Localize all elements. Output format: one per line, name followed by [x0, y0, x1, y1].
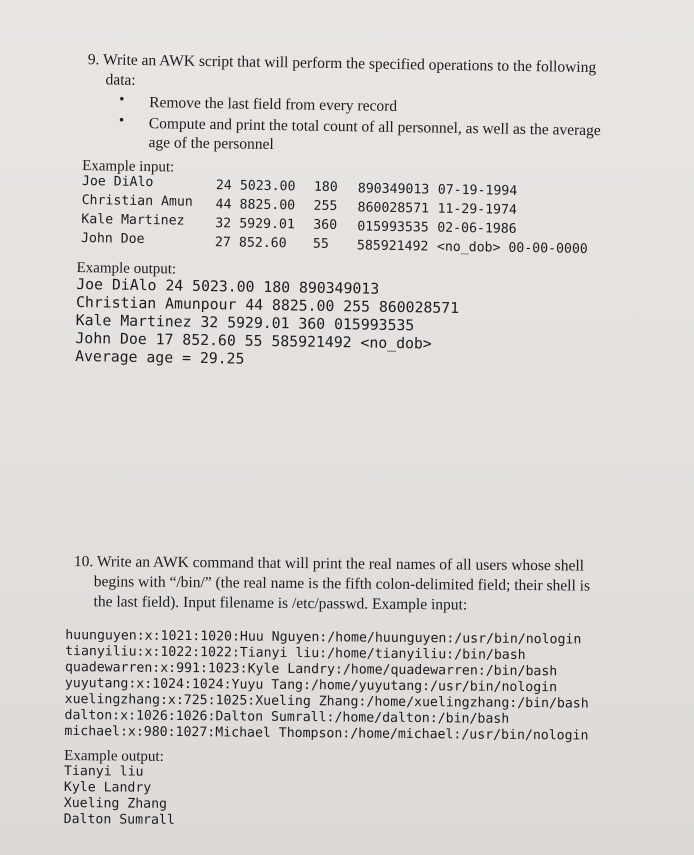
q9-input-age: 44: [215, 197, 232, 213]
q10-input-line: yuyutang:x:1024:1024:Yuyu Tang:/home/yuyutang:/usr/bin/nologin: [64, 675, 558, 696]
q9-input-name: Joe DiAlo: [81, 174, 154, 191]
q9-input-age: 32: [215, 216, 232, 232]
question-10: [63, 552, 626, 828]
q9-output-line: Christian Amunpour 44 8825.00 255 860028571: [75, 293, 460, 317]
q10-output-line: Tianyi liu: [64, 763, 144, 780]
q9-input-name: Kale Martinez: [81, 212, 185, 229]
question-9: [75, 50, 620, 368]
bullet-icon: •: [119, 91, 125, 108]
bullet-icon: •: [118, 112, 125, 129]
q9-output-line: John Doe 17 852.60 55 585921492 <no_dob>: [75, 329, 432, 353]
q9-input-salary: 5023.00: [239, 178, 296, 195]
q10-output-label: Example output:: [64, 747, 164, 765]
q9-bullet-3: age of the personnel: [148, 134, 274, 154]
q9-output-average: Average age = 29.25: [75, 347, 245, 368]
q10-input-line: tianyiliu:x:1022:1022:Tianyi liu:/home/tianyiliu:/bin/bash: [65, 643, 526, 664]
q9-question-line-1: 9. Write an AWK script that will perform the specified operations to the following: [87, 51, 597, 77]
q9-output-line: Kale Martinez 32 5929.01 360 015993535: [75, 311, 415, 335]
q10-question-line-1: 10. Write an AWK command that will print the real names of all users whose shell: [73, 553, 585, 575]
q10-question-line-3: the last field). Input filename is /etc/passwd. Example input:: [93, 593, 468, 614]
q10-output-line: Xueling Zhang: [63, 795, 168, 812]
q9-input-code: 55: [312, 236, 329, 252]
q9-input-code: 360: [313, 217, 338, 234]
q9-input-label: Example input:: [82, 158, 175, 176]
q9-input-salary: 5929.01: [239, 216, 295, 233]
q9-input-age: 24: [215, 178, 232, 194]
q9-input-id: 015993535: [357, 219, 429, 236]
q10-question-line-2: begins with “/bin/” (the real name is the fifth colon-delimited field; their shell is: [93, 573, 591, 595]
q9-input-id: 860028571: [357, 200, 430, 217]
q9-input-dob: 11-29-1974: [437, 201, 518, 218]
q9-input-code: 255: [313, 198, 338, 215]
q9-input-dob: 07-19-1994: [437, 182, 518, 199]
q9-bullet-1: Remove the last field from every record: [149, 94, 398, 115]
q10-input-line: quadewarren:x:991:1023:Kyle Landry:/home/quadewarren:/bin/bash: [64, 659, 558, 680]
q9-output-line: Joe DiAlo 24 5023.00 180 890349013: [76, 275, 380, 298]
q9-input-id: 890349013: [357, 181, 430, 198]
q9-bullet-2: Compute and print the total count of all personnel, as well as the average: [148, 115, 601, 140]
q10-output-line: Kyle Landry: [63, 779, 152, 796]
q9-input-salary: 852.60: [238, 235, 287, 252]
q10-input-line: huunguyen:x:1021:1020:Huu Nguyen:/home/huunguyen:/usr/bin/nologin: [65, 627, 582, 648]
q9-input-dob: 02-06-1986: [437, 220, 517, 237]
q10-input-line: xuelingzhang:x:725:1025:Xueling Zhang:/home/xuelingzhang:/bin/bash: [64, 691, 589, 712]
q9-input-name: Christian Amun: [81, 193, 193, 210]
q10-input-line: michael:x:980:1027:Michael Thompson:/home/michael:/usr/bin/nologin: [64, 723, 589, 744]
q9-question-line-2: data:: [105, 71, 136, 89]
q9-input-salary: 8825.00: [239, 197, 296, 214]
q9-input-name: John Doe: [80, 231, 145, 248]
q10-output-line: Dalton Sumrall: [63, 811, 175, 828]
q9-input-code: 180: [313, 179, 338, 196]
q9-input-dob: <no_dob> 00-00-0000: [436, 239, 588, 257]
q9-output-label: Example output:: [76, 259, 177, 278]
q10-input-line: dalton:x:1026:1026:Dalton Sumrall:/home/dalton:/bin/bash: [64, 707, 510, 727]
q9-input-id: 585921492: [356, 238, 429, 255]
q9-input-age: 27: [214, 235, 231, 251]
